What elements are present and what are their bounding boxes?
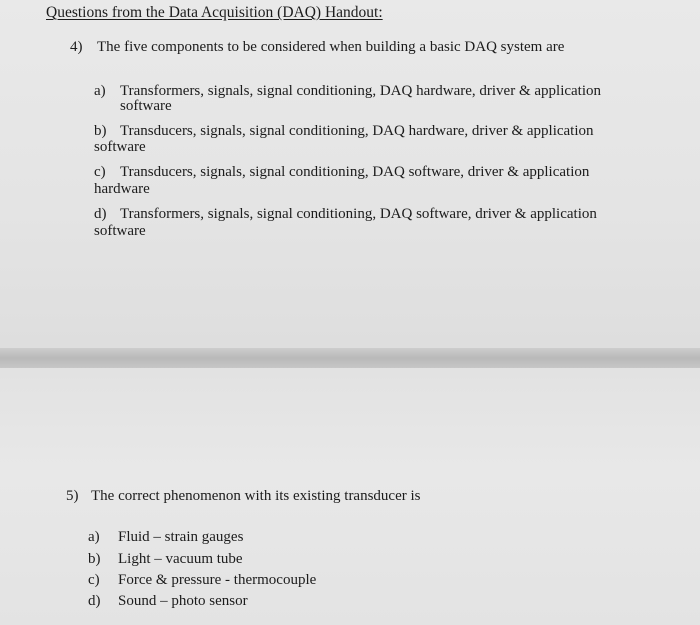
handout-title: Questions from the Data Acquisition (DAQ) Handout: [46, 4, 383, 21]
option-text-continued: hardware [94, 181, 150, 197]
question-5-prompt: The correct phenomenon with its existing transducer is [91, 488, 421, 504]
question-5-number: 5) [66, 488, 79, 504]
option-letter: a) [94, 83, 106, 99]
option-text: Transformers, signals, signal conditioning, DAQ software, driver & application [120, 206, 597, 222]
question-4-prompt: The five components to be considered when building a basic DAQ system are [97, 39, 565, 55]
option-text: Sound – photo sensor [118, 593, 248, 609]
option-letter: c) [94, 164, 106, 180]
option-text: Force & pressure - thermocouple [118, 572, 317, 588]
question-4-number: 4) [70, 39, 83, 55]
page-gap [0, 348, 700, 368]
option-letter: b) [88, 551, 101, 567]
option-text: Light – vacuum tube [118, 551, 243, 567]
option-letter: c) [88, 572, 100, 588]
option-letter: a) [88, 529, 100, 545]
option-text: Transducers, signals, signal conditioning, DAQ hardware, driver & application [120, 123, 594, 139]
option-text-continued: software [120, 98, 172, 114]
option-letter: d) [88, 593, 101, 609]
option-text: Transformers, signals, signal conditioning, DAQ hardware, driver & application [120, 83, 602, 99]
option-text-continued: software [94, 139, 146, 155]
option-text-continued: software [94, 223, 146, 239]
option-letter: b) [94, 123, 107, 139]
option-text: Fluid – strain gauges [118, 529, 244, 545]
option-letter: d) [94, 206, 107, 222]
option-text: Transducers, signals, signal conditioning, DAQ software, driver & application [120, 164, 590, 180]
